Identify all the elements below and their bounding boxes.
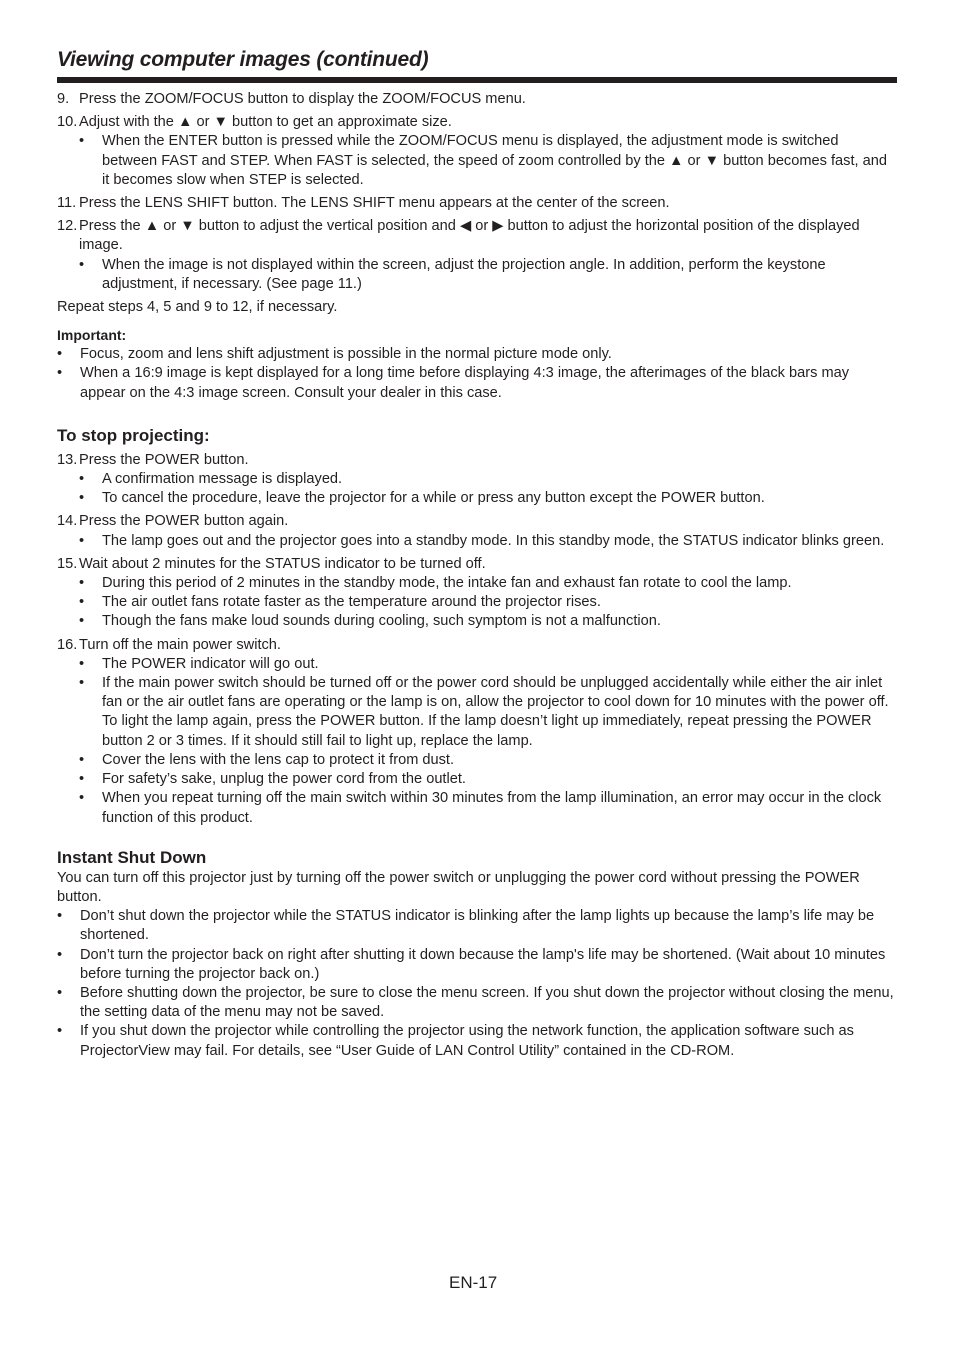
step-bullet-list [79, 132, 897, 190]
list-item: • To cancel the procedure, leave the projector for a while or press any button except the POWER button. [79, 489, 897, 508]
list-item: • Cover the lens with the lens cap to protect it from dust. [79, 751, 897, 770]
step-item [57, 636, 897, 828]
list-item: • The lamp goes out and the projector goes into a standby mode. In this standby mode, the STATUS indicator blinks green. [79, 532, 897, 551]
page-title: Viewing computer images (continued) [57, 48, 429, 71]
step-text: Press the LENS SHIFT button. The LENS SHIFT menu appears at the center of the screen. [79, 195, 670, 212]
step-item [57, 194, 897, 213]
list-item: • When a 16:9 image is kept displayed for a long time before displaying 4:3 image, the afterimages of the black bars may appear on the 4:3 image screen. Consult your dealer in this case. [57, 364, 897, 402]
step-text: Press the POWER button. [79, 451, 249, 468]
list-item: • Before shutting down the projector, be sure to close the menu screen. If you shut down the projector without closing the menu, the setting data of the menu may not be saved. [57, 984, 897, 1022]
list-item: • During this period of 2 minutes in the standby mode, the intake fan and exhaust fan rotate to cool the lamp. [79, 574, 897, 593]
step-number: 10. [57, 114, 78, 131]
steps-zoom-lens [57, 90, 897, 294]
step-number: 11. [57, 195, 77, 212]
step-item [57, 90, 897, 109]
important-heading: Important: [57, 327, 127, 344]
step-bullet-list [79, 470, 897, 508]
list-item: • Though the fans make loud sounds during cooling, such symptom is not a malfunction. [79, 612, 897, 631]
step-item [57, 113, 897, 190]
step-bullet-list [79, 256, 897, 294]
steps-stop [57, 451, 897, 828]
step-number: 16. [57, 636, 78, 653]
list-item: • The POWER indicator will go out. [79, 655, 897, 674]
step-text: Press the ZOOM/FOCUS button to display the ZOOM/FOCUS menu. [79, 91, 526, 107]
title-rule [57, 77, 897, 83]
step-text: Wait about 2 minutes for the STATUS indicator to be turned off. [79, 555, 486, 572]
list-item: • Focus, zoom and lens shift adjustment is possible in the normal picture mode only. [57, 345, 897, 364]
step-bullet-list [79, 532, 897, 551]
list-item: • If the main power switch should be turned off or the power cord should be unplugged accidentally while either the air inlet fan or the air outlet fans are operating or the lamp is on, allow the projector to cool down for 10 minutes with the power off. To light the lamp again, press the POWER button. If the lamp doesn’t light up immediately, repeat pressing the POWER button 2 or 3 times. If it should still fail to light up, replace the lamp. [79, 674, 897, 751]
list-item: • When the ENTER button is pressed while the ZOOM/FOCUS menu is displayed, the adjustment mode is switched between FAST and STEP. When FAST is selected, the speed of zoom controlled by the ▲ or ▼ button becomes fast, and it becomes slow when STEP is selected. [79, 132, 897, 190]
list-item: • When you repeat turning off the main switch within 30 minutes from the lamp illumination, an error may occur in the clock function of this product. [79, 789, 897, 827]
important-list [57, 345, 897, 403]
shutdown-intro: You can turn off this projector just by turning off the power switch or unplugging the power cord without pressing the POWER button. [57, 869, 860, 905]
list-item: • A confirmation message is displayed. [79, 470, 897, 489]
step-text: Turn off the main power switch. [79, 636, 281, 653]
list-item: • The air outlet fans rotate faster as the temperature around the projector rises. [79, 593, 897, 612]
step-text: Adjust with the ▲ or ▼ button to get an approximate size. [79, 114, 452, 131]
stop-heading: To stop projecting: [57, 425, 210, 445]
step-number: 13. [57, 451, 78, 468]
step-item [57, 555, 897, 632]
step-item [57, 451, 897, 509]
shutdown-list [57, 907, 897, 1061]
step-item [57, 512, 897, 550]
list-item: • Don’t turn the projector back on right after shutting it down because the lamp's life may be shortened. (Wait about 10 minutes before turning the projector back on.) [57, 946, 897, 984]
step-bullet-list [79, 655, 897, 828]
step-number: 15. [57, 555, 78, 572]
repeat-note: Repeat steps 4, 5 and 9 to 12, if necessary. [57, 299, 338, 316]
step-item [57, 217, 897, 294]
step-bullet-list [79, 574, 897, 632]
step-text: Press the POWER button again. [79, 513, 289, 530]
page-number: EN-17 [449, 1273, 498, 1292]
step-number: 14. [57, 513, 78, 530]
list-item: • If you shut down the projector while controlling the projector using the network function, the application software such as ProjectorView may fail. For details, see “User Guide of LAN Control Utility” contained in the CD-ROM. [57, 1022, 897, 1060]
list-item: • Don’t shut down the projector while the STATUS indicator is blinking after the lamp lights up because the lamp’s life may be shortened. [57, 907, 897, 945]
list-item: • For safety’s sake, unplug the power cord from the outlet. [79, 770, 897, 789]
step-number: 9. [57, 91, 70, 107]
list-item: • When the image is not displayed within the screen, adjust the projection angle. In addition, perform the keystone adjustment, if necessary. (See page 11.) [79, 256, 897, 294]
shutdown-heading: Instant Shut Down [57, 847, 207, 867]
step-text: Press the ▲ or ▼ button to adjust the vertical position and ◀ or ▶ button to adjust the horizontal position of the displayed image. [79, 218, 860, 254]
step-number: 12. [57, 218, 78, 235]
page-content [57, 46, 897, 1061]
